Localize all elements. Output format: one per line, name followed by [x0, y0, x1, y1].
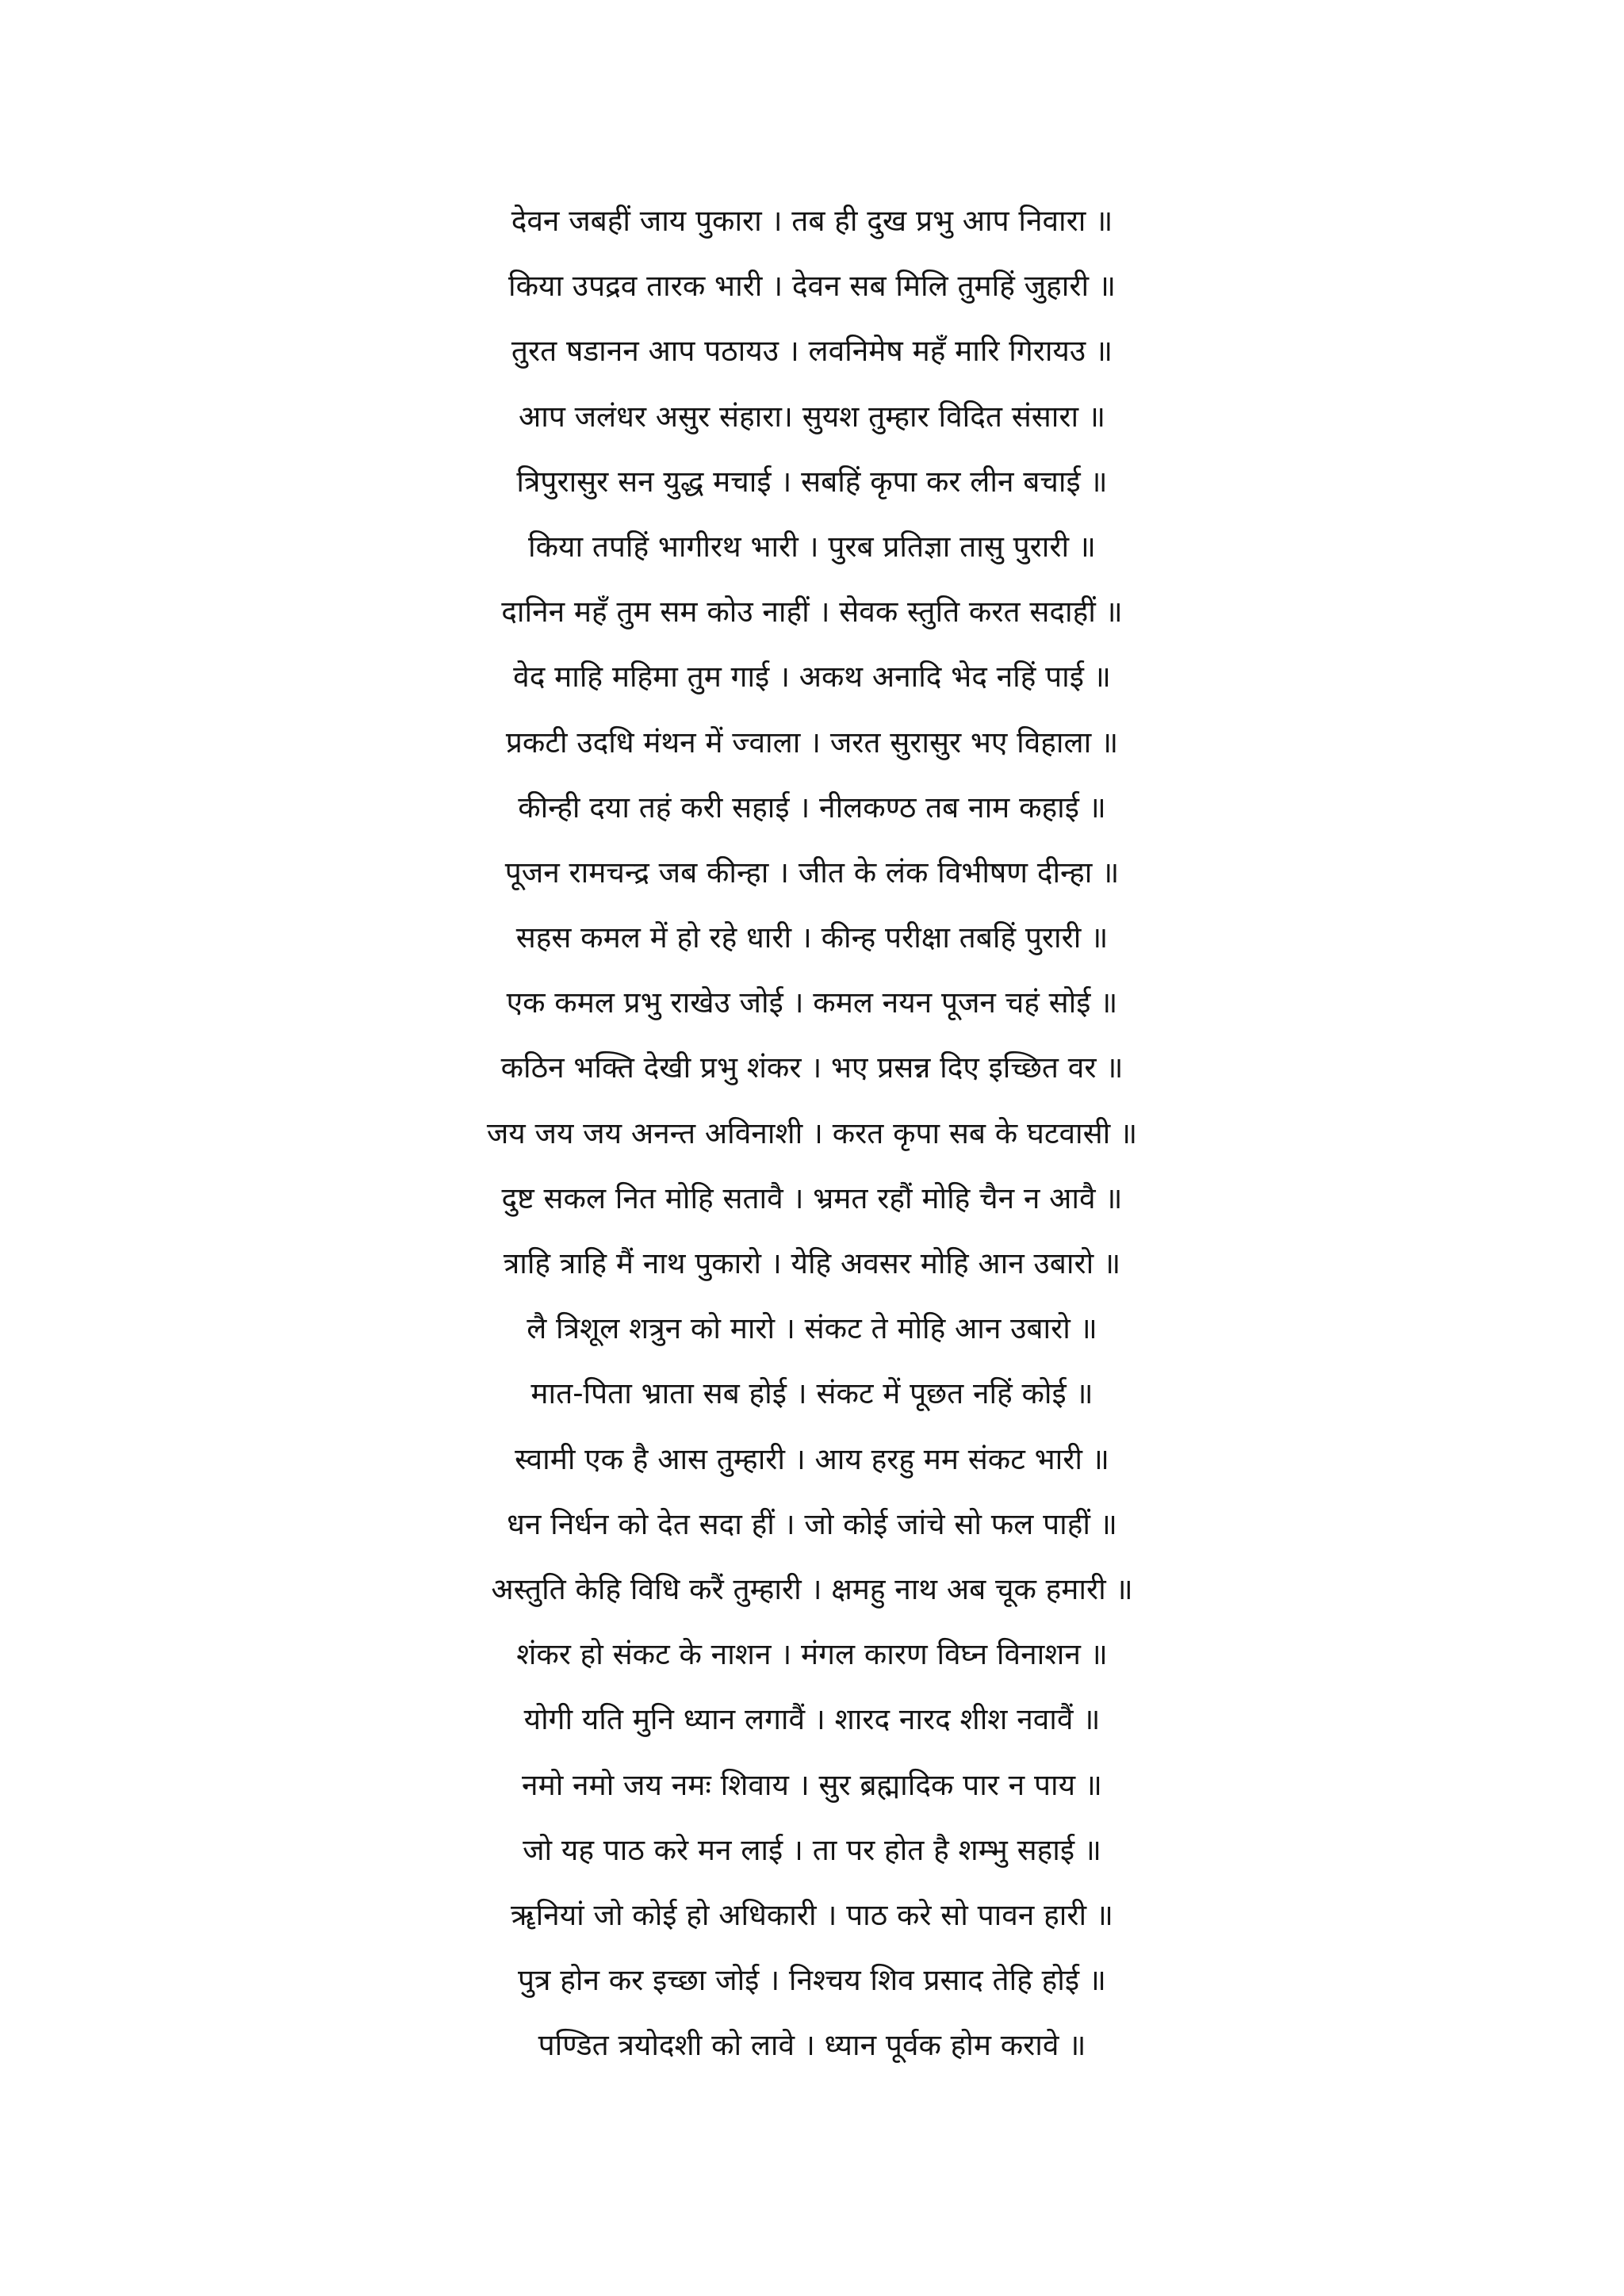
verse-line: लै त्रिशूल शत्रुन को मारो । संकट ते मोहि आन उबारो ॥	[527, 1311, 1097, 1346]
verse-line: कीन्ही दया तहं करी सहाई । नीलकण्ठ तब नाम कहाई ॥	[518, 790, 1106, 825]
verse-line: वेद माहि महिमा तुम गाई । अकथ अनादि भेद नहिं पाई ॥	[513, 660, 1111, 695]
verse-line: पण्डित त्रयोदशी को लावे । ध्यान पूर्वक होम करावे ॥	[538, 2028, 1086, 2063]
verse-line: जय जय जय अनन्त अविनाशी । करत कृपा सब के घटवासी ॥	[486, 1115, 1138, 1150]
verse-line: योगी यति मुनि ध्यान लगावैं । शारद नारद शीश नवावैं ॥	[523, 1702, 1101, 1737]
verse-line: तुरत षडानन आप पठायउ । लवनिमेष महँ मारि गिरायउ ॥	[511, 334, 1113, 369]
verse-line: नमो नमो जय नमः शिवाय । सुर ब्रह्मादिक पार न पाय ॥	[522, 1767, 1102, 1802]
verse-line: मात-पिता भ्राता सब होई । संकट में पूछत नहिं कोई ॥	[530, 1376, 1094, 1411]
verse-line: कठिन भक्ति देखी प्रभु शंकर । भए प्रसन्न दिए इच्छित वर ॥	[500, 1050, 1124, 1085]
verse-line: दुष्ट सकल नित मोहि सतावै । भ्रमत रहौं मोहि चैन न आवै ॥	[501, 1181, 1123, 1215]
verse-line: त्राहि त्राहि मैं नाथ पुकारो । येहि अवसर मोहि आन उबारो ॥	[503, 1246, 1121, 1280]
verse-line: सहस कमल में हो रहे धारी । कीन्ह परीक्षा तबहिं पुरारी ॥	[515, 920, 1109, 955]
verse-line: जो यह पाठ करे मन लाई । ता पर होत है शम्भु सहाई ॥	[523, 1832, 1101, 1867]
verse-line: शंकर हो संकट के नाशन । मंगल कारण विघ्न विनाशन ॥	[516, 1637, 1108, 1672]
verse-line: आप जलंधर असुर संहारा। सुयश तुम्हार विदित संसारा ॥	[519, 399, 1105, 434]
verse-line: देवन जबहीं जाय पुकारा । तब ही दुख प्रभु आप निवारा ॥	[511, 204, 1113, 238]
verse-line: पुत्र होन कर इच्छा जोई । निश्चय शिव प्रसाद तेहि होई ॥	[518, 1963, 1106, 1998]
verse-line: किया तपहिं भागीरथ भारी । पुरब प्रतिज्ञा तासु पुरारी ॥	[528, 529, 1096, 564]
verse-line: ॠनियां जो कोई हो अधिकारी । पाठ करे सो पावन हारी ॥	[511, 1897, 1113, 1932]
verse-line: किया उपद्रव तारक भारी । देवन सब मिलि तुमहिं जुहारी ॥	[508, 269, 1116, 304]
verse-line: प्रकटी उदधि मंथन में ज्वाला । जरत सुरासुर भए विहाला ॥	[505, 725, 1119, 760]
verse-list	[0, 189, 1624, 2078]
verse-line: स्वामी एक है आस तुम्हारी । आय हरहु मम संकट भारी ॥	[515, 1441, 1109, 1476]
verse-line: दानिन महँ तुम सम कोउ नाहीं । सेवक स्तुति करत सदाहीं ॥	[501, 595, 1123, 629]
verse-line: एक कमल प्रभु राखेउ जोई । कमल नयन पूजन चहं सोई ॥	[506, 985, 1118, 1020]
verse-line: त्रिपुरासुर सन युद्ध मचाई । सबहिं कृपा कर लीन बचाई ॥	[516, 464, 1108, 499]
verse-line: पूजन रामचन्द्र जब कीन्हा । जीत के लंक विभीषण दीन्हा ॥	[504, 855, 1120, 890]
verse-line: अस्तुति केहि विधि करैं तुम्हारी । क्षमहु नाथ अब चूक हमारी ॥	[491, 1571, 1133, 1606]
verse-line: धन निर्धन को देत सदा हीं । जो कोई जांचे सो फल पाहीं ॥	[507, 1506, 1117, 1541]
